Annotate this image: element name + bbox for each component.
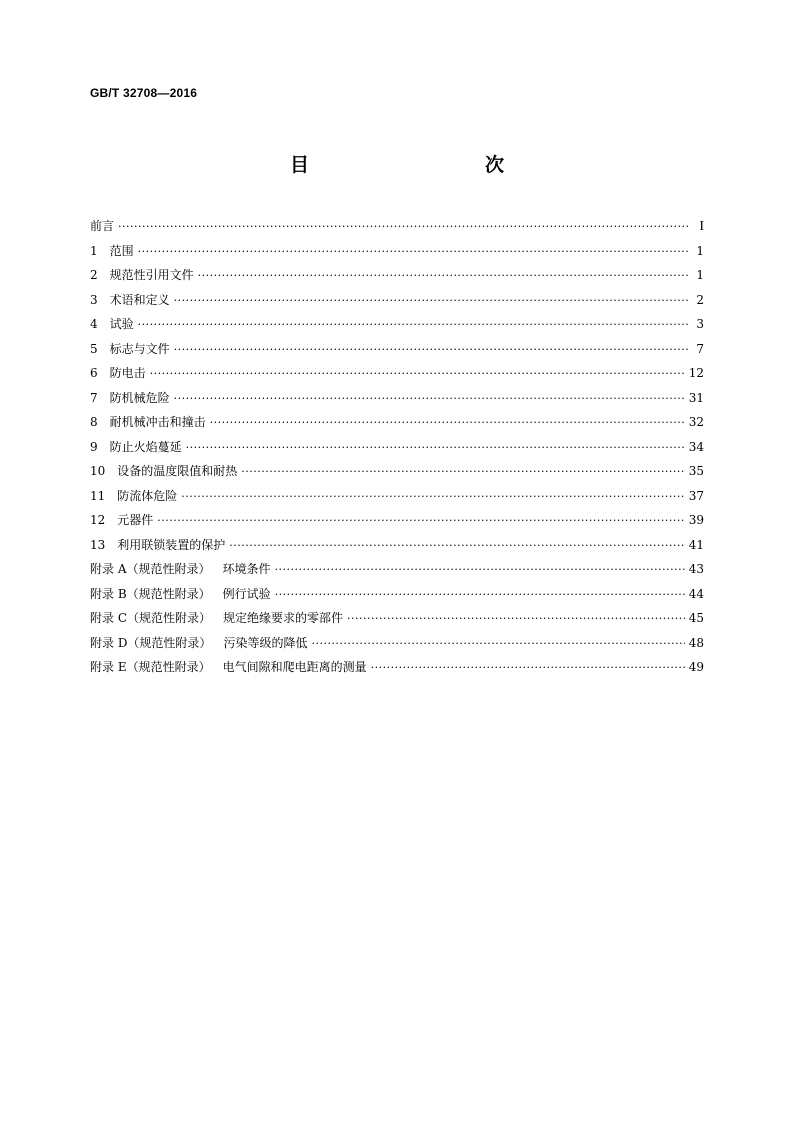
toc-entry[interactable] bbox=[90, 459, 704, 484]
toc-page-number: 35 bbox=[688, 464, 704, 478]
toc-annex-number: 附录 A（规范性附录） bbox=[90, 562, 211, 576]
toc-entry[interactable] bbox=[90, 508, 704, 533]
toc-entry[interactable] bbox=[90, 533, 704, 558]
toc-label: 前言 bbox=[90, 219, 115, 233]
toc-leader bbox=[186, 436, 685, 461]
toc-leader bbox=[347, 607, 685, 632]
toc-page-number: 48 bbox=[688, 635, 704, 650]
toc-entry[interactable] bbox=[90, 263, 704, 288]
toc-annex-number: 附录 E（规范性附录） bbox=[90, 660, 211, 674]
toc-leader bbox=[275, 558, 685, 583]
toc-label: 规定绝缘要求的零部件 bbox=[223, 611, 344, 625]
toc-entry[interactable] bbox=[90, 288, 704, 313]
toc-leader bbox=[241, 460, 684, 485]
toc-leader bbox=[311, 632, 684, 657]
toc-page-number: 1 bbox=[696, 243, 704, 258]
toc-number: 10 bbox=[90, 464, 106, 478]
toc-label: 设备的温度限值和耐热 bbox=[117, 464, 238, 478]
toc-number: 3 bbox=[90, 292, 98, 307]
toc-number: 2 bbox=[90, 268, 98, 282]
toc-leader bbox=[150, 362, 685, 387]
toc-leader bbox=[174, 338, 690, 363]
toc-entry[interactable] bbox=[90, 312, 704, 337]
toc-entry-foreword[interactable] bbox=[90, 214, 704, 239]
toc-leader bbox=[138, 240, 690, 265]
toc-page-number: 45 bbox=[688, 611, 704, 625]
toc-entry[interactable] bbox=[90, 386, 704, 411]
toc-page-number: 41 bbox=[688, 537, 704, 552]
toc-entry[interactable] bbox=[90, 410, 704, 435]
toc-page-number: 3 bbox=[696, 317, 704, 331]
toc-label: 范围 bbox=[109, 243, 134, 258]
toc-leader bbox=[174, 387, 685, 412]
toc-number: 8 bbox=[90, 415, 98, 429]
toc-label: 耐机械冲击和撞击 bbox=[109, 415, 206, 429]
toc-page-number: 32 bbox=[688, 415, 704, 429]
toc-label: 防机械危险 bbox=[109, 390, 170, 405]
toc-entry[interactable] bbox=[90, 484, 704, 509]
toc-entry[interactable] bbox=[90, 239, 704, 264]
toc-number: 12 bbox=[90, 513, 106, 527]
toc-leader bbox=[174, 289, 690, 314]
toc-annex-number: 附录 C（规范性附录） bbox=[90, 611, 211, 625]
toc-page-number: 7 bbox=[696, 341, 704, 356]
toc-leader bbox=[181, 485, 684, 510]
toc-label: 规范性引用文件 bbox=[109, 268, 194, 282]
toc-page-number: 2 bbox=[696, 292, 704, 307]
toc-label: 防止火焰蔓延 bbox=[109, 439, 182, 454]
table-of-contents bbox=[90, 214, 704, 680]
toc-number: 7 bbox=[90, 390, 98, 405]
toc-label: 利用联锁装置的保护 bbox=[117, 537, 226, 552]
toc-entry-annex[interactable] bbox=[90, 606, 704, 631]
toc-page-number: 39 bbox=[688, 513, 704, 527]
toc-leader bbox=[229, 534, 684, 559]
toc-page-number: 44 bbox=[688, 586, 704, 601]
toc-label: 术语和定义 bbox=[109, 292, 170, 307]
toc-leader bbox=[138, 313, 690, 338]
toc-page-number: 37 bbox=[688, 488, 704, 503]
toc-number: 1 bbox=[90, 243, 98, 258]
toc-leader bbox=[275, 583, 685, 608]
toc-leader bbox=[371, 656, 685, 681]
toc-label: 元器件 bbox=[117, 513, 154, 527]
toc-page-number: I bbox=[699, 219, 704, 234]
toc-number: 11 bbox=[90, 488, 106, 503]
toc-leader bbox=[157, 509, 684, 534]
toc-entry-annex[interactable] bbox=[90, 631, 704, 656]
toc-entry[interactable] bbox=[90, 361, 704, 386]
toc-number: 13 bbox=[90, 537, 106, 552]
toc-entry[interactable] bbox=[90, 435, 704, 460]
toc-number: 4 bbox=[90, 317, 98, 331]
toc-label: 环境条件 bbox=[222, 562, 271, 576]
toc-label: 防流体危险 bbox=[117, 488, 178, 503]
toc-label: 试验 bbox=[109, 317, 134, 331]
toc-page-number: 12 bbox=[688, 366, 704, 380]
toc-number: 9 bbox=[90, 439, 98, 454]
toc-leader bbox=[118, 215, 690, 240]
toc-label: 防电击 bbox=[109, 366, 146, 380]
toc-number: 6 bbox=[90, 366, 98, 380]
toc-label: 电气间隙和爬电距离的测量 bbox=[222, 660, 367, 674]
toc-label: 标志与文件 bbox=[109, 341, 170, 356]
toc-number: 5 bbox=[90, 341, 98, 356]
toc-entry-annex[interactable] bbox=[90, 655, 704, 680]
toc-label: 污染等级的降低 bbox=[223, 635, 308, 650]
toc-entry-annex[interactable] bbox=[90, 557, 704, 582]
standard-code: GB/T 32708—2016 bbox=[90, 86, 198, 100]
toc-entry-annex[interactable] bbox=[90, 582, 704, 607]
toc-entry[interactable] bbox=[90, 337, 704, 362]
toc-page-number: 49 bbox=[688, 660, 704, 674]
toc-leader bbox=[210, 411, 685, 436]
toc-leader bbox=[198, 264, 690, 289]
page-title: 目 次 bbox=[289, 154, 550, 176]
toc-label: 例行试验 bbox=[222, 586, 271, 601]
toc-page-number: 34 bbox=[688, 439, 704, 454]
toc-annex-number: 附录 D（规范性附录） bbox=[90, 635, 212, 650]
toc-page-number: 43 bbox=[688, 562, 704, 576]
toc-page-number: 1 bbox=[696, 268, 704, 282]
toc-annex-number: 附录 B（规范性附录） bbox=[90, 586, 211, 601]
toc-page-number: 31 bbox=[688, 390, 704, 405]
